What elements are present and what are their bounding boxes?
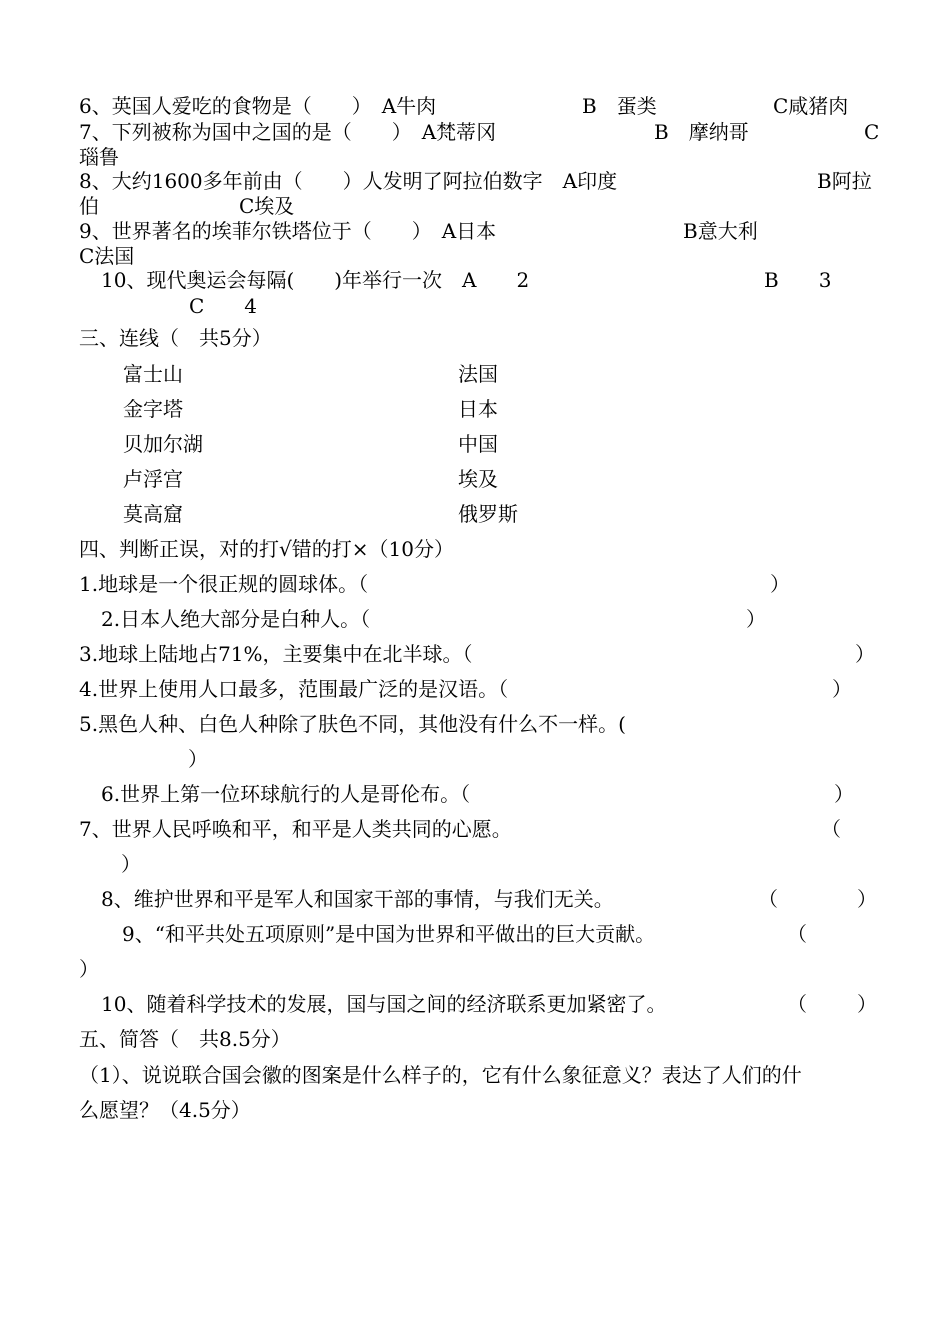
short-answer-q1-line2: 么愿望？（4.5分） — [79, 1098, 251, 1122]
judge-item-text: 4.世界上使用人口最多，范围最广泛的是汉语。（ — [79, 677, 509, 701]
judge-item-text: 1.地球是一个很正规的圆球体。（ — [79, 572, 369, 596]
section3-title: 三、连线（ 共5分） — [79, 326, 272, 350]
q10-option-b: B 3 — [764, 268, 832, 292]
q6-stem: 6、英国人爱吃的食物是（ ） A牛肉 — [79, 94, 437, 118]
match-left-item: 贝加尔湖 — [123, 432, 203, 456]
q10-stem: 10、现代奥运会每隔( )年举行一次 A 2 — [101, 268, 530, 292]
judge-item-text: 9、“和平共处五项原则”是中国为世界和平做出的巨大贡献。 — [122, 922, 656, 946]
q7-stem: 7、下列被称为国中之国的是（ ） A梵蒂冈 — [79, 120, 497, 144]
judge-item-close: ） — [857, 887, 877, 911]
q9-continuation: C法国 — [79, 244, 135, 268]
q9-stem: 9、世界著名的埃菲尔铁塔位于（ ） A日本 — [79, 219, 497, 243]
q6-option-c: C咸猪肉 — [773, 94, 849, 118]
judge-item-close: ） — [834, 782, 854, 806]
match-right-item: 中国 — [458, 432, 498, 456]
q10-continuation: C 4 — [189, 294, 258, 318]
match-left-item: 富士山 — [123, 362, 183, 386]
match-right-item: 俄罗斯 — [458, 502, 518, 526]
judge-item-open: （ — [821, 817, 841, 841]
match-left-item: 卢浮宫 — [123, 467, 183, 491]
judge-item-close: ） — [188, 747, 208, 771]
q6-option-b: B 蛋类 — [582, 94, 657, 118]
match-right-item: 埃及 — [458, 467, 498, 491]
judge-item-close: ） — [746, 607, 766, 631]
q7-option-b: B 摩纳哥 — [654, 120, 749, 144]
short-answer-q1-line1: （1）、说说联合国会徽的图案是什么样子的，它有什么象征意义？表达了人们的什 — [79, 1063, 802, 1087]
q8-continuation: 伯 C埃及 — [79, 194, 295, 218]
section5-title: 五、简答（ 共8.5分） — [79, 1027, 291, 1051]
match-left-item: 金字塔 — [123, 397, 183, 421]
judge-item-open: （ — [787, 922, 807, 946]
judge-item-close: ） — [855, 642, 875, 666]
judge-item-text: 3.地球上陆地占71%，主要集中在北半球。（ — [79, 642, 473, 666]
judge-item-text: 8、维护世界和平是军人和国家干部的事情，与我们无关。 — [101, 887, 614, 911]
judge-item-text: 10、随着科学技术的发展，国与国之间的经济联系更加紧密了。 — [101, 992, 667, 1016]
q8-stem: 8、大约1600多年前由（ ）人发明了阿拉伯数字 A印度 — [79, 169, 618, 193]
judge-item-text: 5.黑色人种、白色人种除了肤色不同，其他没有什么不一样。( — [79, 712, 626, 736]
q9-option-b: B意大利 — [683, 219, 758, 243]
judge-item-text: 7、世界人民呼唤和平，和平是人类共同的心愿。 — [79, 817, 512, 841]
q8-option-b: B阿拉 — [817, 169, 872, 193]
judge-item-close: ） — [79, 957, 99, 981]
judge-item-open: （ — [758, 887, 778, 911]
match-right-item: 日本 — [458, 397, 498, 421]
q7-continuation: 瑙鲁 — [79, 145, 119, 169]
match-left-item: 莫高窟 — [123, 502, 183, 526]
judge-item-open: （ — [787, 992, 807, 1016]
judge-item-close: ） — [832, 677, 852, 701]
judge-item-text: 2.日本人绝大部分是白种人。（ — [101, 607, 371, 631]
section4-title: 四、判断正误，对的打√错的打×（10分） — [79, 537, 454, 561]
judge-item-close: ） — [121, 852, 141, 876]
judge-item-close: ） — [770, 572, 790, 596]
match-right-item: 法国 — [458, 362, 498, 386]
judge-item-close: ） — [857, 992, 877, 1016]
q7-option-c: C — [864, 120, 880, 144]
judge-item-text: 6.世界上第一位环球航行的人是哥伦布。（ — [101, 782, 471, 806]
